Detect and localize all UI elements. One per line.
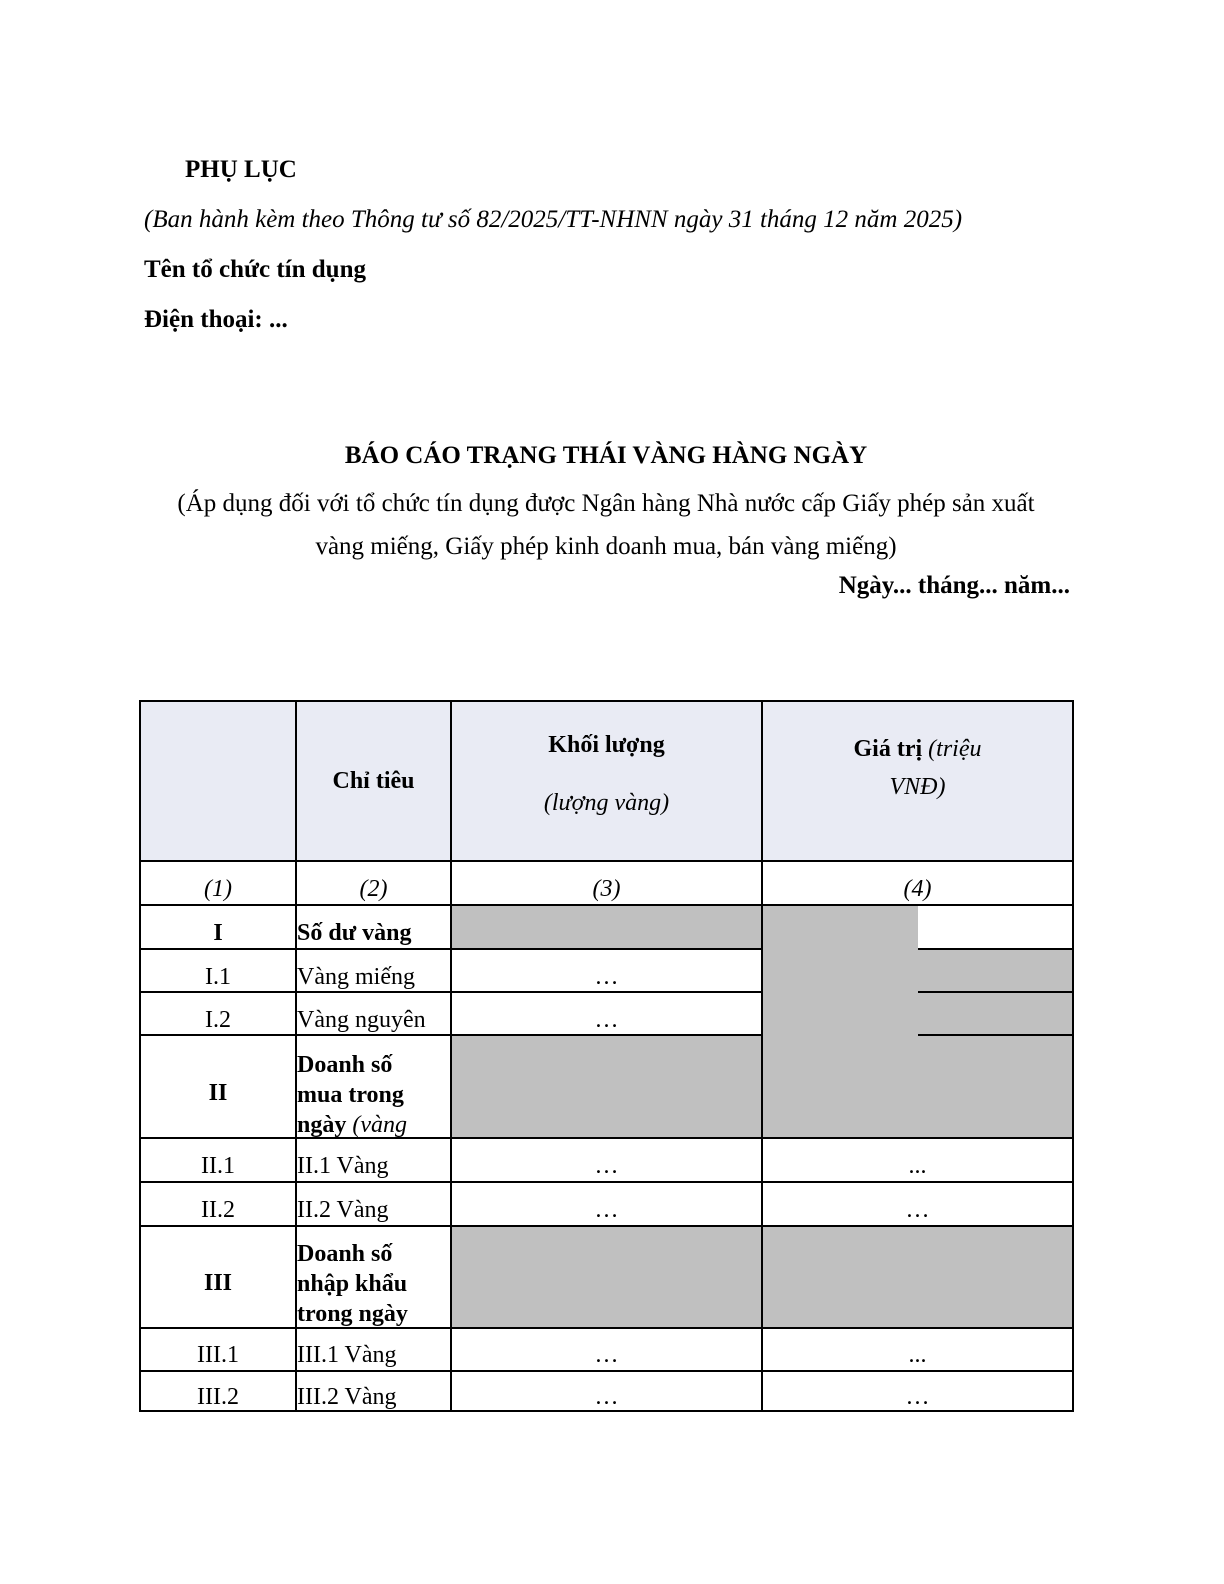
row-code: II bbox=[208, 1080, 228, 1106]
shaded-cell bbox=[918, 1036, 1072, 1139]
value-cell[interactable]: … bbox=[905, 1197, 930, 1223]
shaded-cell bbox=[452, 1036, 762, 1139]
qty-cell[interactable]: … bbox=[594, 1197, 619, 1223]
label-line: Doanh số bbox=[297, 1241, 393, 1267]
row-divider bbox=[141, 1181, 1072, 1183]
row-code: III.2 bbox=[197, 1384, 239, 1410]
report-subtitle bbox=[150, 482, 1062, 568]
row-code: I.1 bbox=[205, 964, 231, 990]
gia-tri-unit-1: (triệu bbox=[928, 736, 982, 762]
row-label bbox=[297, 1050, 450, 1137]
row-code: II.2 bbox=[201, 1197, 235, 1223]
report-title: BÁO CÁO TRẠNG THÁI VÀNG HÀNG NGÀY bbox=[344, 442, 868, 469]
row-label: II.1 Vàng bbox=[297, 1153, 389, 1179]
row-divider bbox=[141, 1370, 1072, 1372]
shaded-cell bbox=[918, 993, 1072, 1035]
shaded-cell bbox=[763, 906, 918, 1139]
value-cell[interactable]: ... bbox=[908, 1342, 927, 1368]
qty-cell[interactable]: … bbox=[594, 964, 619, 990]
value-cell[interactable]: ... bbox=[908, 1153, 927, 1179]
row-code: II.1 bbox=[201, 1153, 235, 1179]
col-header-gia-tri bbox=[763, 730, 1072, 830]
subtitle-line-2: vàng miếng, Giấy phép kinh doanh mua, bán vàng miếng) bbox=[315, 533, 897, 560]
col-number: (2) bbox=[359, 876, 388, 902]
row-label: II.2 Vàng bbox=[297, 1197, 389, 1223]
row-divider bbox=[141, 860, 1072, 862]
row-label: III.1 Vàng bbox=[297, 1342, 397, 1368]
qty-cell[interactable]: … bbox=[594, 1153, 619, 1179]
row-code: III bbox=[203, 1270, 233, 1296]
value-cell[interactable]: … bbox=[905, 1384, 930, 1410]
shaded-cell bbox=[763, 1227, 1072, 1329]
khoi-luong-unit: (lượng vàng) bbox=[543, 790, 670, 816]
row-code: III.1 bbox=[197, 1342, 239, 1368]
shaded-cell bbox=[452, 906, 762, 948]
row-divider bbox=[141, 1225, 1072, 1227]
phone-line: Điện thoại: ... bbox=[144, 306, 288, 333]
shaded-cell bbox=[918, 950, 1072, 992]
qty-cell[interactable]: … bbox=[594, 1342, 619, 1368]
appendix-note: (Ban hành kèm theo Thông tư số 82/2025/TT-NHNN ngày 31 tháng 12 năm 2025) bbox=[144, 206, 963, 233]
row-divider bbox=[918, 1034, 1072, 1036]
row-divider bbox=[141, 948, 763, 950]
qty-cell[interactable]: … bbox=[594, 1384, 619, 1410]
label-line: Doanh số bbox=[297, 1052, 393, 1078]
col-header-khoi-luong bbox=[452, 716, 761, 836]
gold-status-table bbox=[139, 700, 1074, 1412]
row-divider bbox=[918, 991, 1072, 993]
row-code: I bbox=[213, 920, 223, 946]
row-label: III.2 Vàng bbox=[297, 1384, 397, 1410]
col-number: (3) bbox=[592, 876, 621, 902]
label-line: nhập khẩu bbox=[297, 1271, 408, 1297]
row-divider bbox=[141, 1327, 1072, 1329]
appendix-title: PHỤ LỤC bbox=[185, 156, 297, 183]
row-label: Vàng nguyên bbox=[297, 1007, 426, 1033]
label-line: mua trong bbox=[297, 1082, 404, 1108]
row-divider bbox=[918, 948, 1072, 950]
khoi-luong-label: Khối lượng bbox=[548, 732, 665, 758]
shaded-cell bbox=[452, 1227, 762, 1329]
org-name: Tên tổ chức tín dụng bbox=[144, 256, 366, 283]
col-number: (1) bbox=[204, 876, 232, 902]
gia-tri-label: Giá trị bbox=[853, 736, 923, 762]
row-code: I.2 bbox=[205, 1007, 231, 1033]
row-label: Số dư vàng bbox=[297, 920, 412, 946]
row-divider bbox=[141, 1137, 1072, 1139]
subtitle-line-1: (Áp dụng đối với tổ chức tín dụng được Ngân hàng Nhà nước cấp Giấy phép sản xuất bbox=[177, 490, 1035, 517]
gia-tri-unit-2: VNĐ) bbox=[889, 774, 946, 800]
qty-cell[interactable]: … bbox=[594, 1007, 619, 1033]
report-date: Ngày... tháng... năm... bbox=[838, 572, 1070, 599]
col-header-chi-tieu: Chỉ tiêu bbox=[332, 768, 415, 794]
label-line: trong ngày bbox=[297, 1301, 408, 1327]
row-label bbox=[297, 1239, 450, 1327]
label-line: ngày (vàng bbox=[297, 1112, 408, 1137]
col-number: (4) bbox=[903, 876, 932, 902]
row-divider bbox=[141, 904, 1072, 906]
row-label: Vàng miếng bbox=[297, 964, 415, 990]
